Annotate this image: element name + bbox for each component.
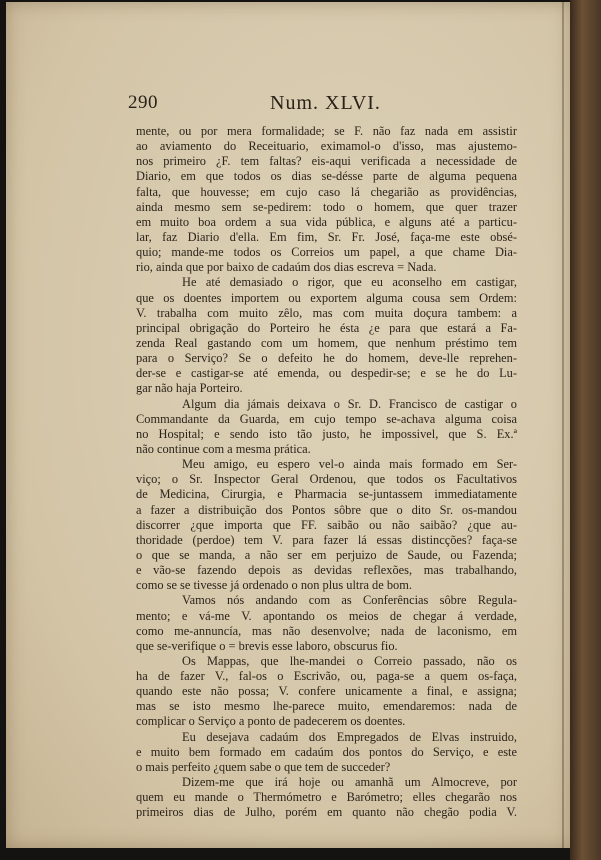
text-line: ainda mesmo sem se-pedirem: todo o homem, que quer trazer: [136, 199, 517, 214]
text-line: V. trabalha com muito zêlo, mas com muita doçura tambem: a: [136, 305, 517, 320]
book-edge: [570, 0, 601, 860]
text-line: thoridade (perdoe) tem V. para fazer lá essas distincções? faça-se: [136, 532, 517, 547]
text-line: lar, faz Diario d'ella. Em fim, Sr. Fr. José, faça-me este obsé-: [136, 229, 517, 244]
text-line: que se-verifique o = brevis esse laboro, obscurus fio.: [136, 638, 398, 653]
text-line: que os doentes importem ou exportem alguma cousa sem Ordem:: [136, 290, 517, 305]
text-line: para o Serviço? Se o defeito he do homem, deve-lle reprehen-: [136, 351, 517, 366]
text-line: falta, que houvesse; em cujo caso lá chegarião as providências,: [136, 184, 517, 199]
text-line: Commandante da Guarda, em cujo tempo se-achava alguma coisa: [136, 411, 517, 426]
text-line: a fazer a distribuição dos Pontos sôbre que o dito Sr. os-mandou: [136, 502, 517, 517]
text-line: Vamos nós andando com as Conferências sôbre Regula-: [182, 593, 517, 608]
text-line: mente, ou por mera formalidade; se F. não faz nada em assistir: [136, 124, 517, 138]
text-line: mento; e vá-me V. apontando os meios de chegar á verdade,: [136, 608, 517, 623]
text-line: complicar o Serviço a ponto de padecerem os doentes.: [136, 714, 406, 729]
text-line: Os Mappas, que lhe-mandei o Correio passado, não os: [182, 653, 517, 668]
text-line: no Hospital; e sendo isto tão justo, he impossivel, que S. Ex.ª: [136, 426, 517, 441]
text-line: não continue com a mesma prática.: [136, 441, 311, 456]
text-line: nos primeiro ¿F. tem faltas? eis-aqui verificada a necessidade de: [136, 154, 517, 169]
text-line: Meu amigo, eu espero vel-o ainda mais formado em Ser-: [182, 457, 517, 472]
text-line: e muito bem formado em cadaúm dos pontos do Serviço, e este: [136, 744, 517, 759]
text-line: o mais perfeito ¿quem sabe o que tem de succeder?: [136, 759, 391, 774]
page-gutter: [562, 2, 564, 848]
text-line: e vão-se fazendo depois as devidas reflexões, mas trabalhando,: [136, 563, 517, 578]
text-line: de Medicina, Cirurgia, e Pharmacia se-juntassem immediatamente: [136, 487, 517, 502]
text-line: em muito boa ordem a sua vida pública, e alguns até a particu-: [136, 214, 517, 229]
body-text: [136, 124, 517, 820]
text-line: viço; o Sr. Inspector Geral Ordenou, que todos os Facultativos: [136, 472, 517, 487]
text-line: o que se manda, a não ser em perjuizo de Saude, ou Fazenda;: [136, 547, 517, 562]
text-line: quem eu mande o Thermómetro e Barómetro; elles chegarão nos: [136, 790, 517, 805]
text-line: zenda Real gastando com um homem, que nenhum préstimo tem: [136, 335, 517, 350]
text-line: quio; mande-me todos os Correios um papel, a que chame Dia-: [136, 245, 517, 260]
text-line: quando este não possa; V. confere unicamente a final, e assigna;: [136, 684, 517, 699]
text-line: ha de fazer V., fal-os o Escrivão, ou, paga-se a quem os-faça,: [136, 669, 517, 684]
text-line: He até demasiado o rigor, que eu aconselho em castigar,: [182, 275, 517, 290]
text-line: discorrer ¿que importa que FF. saibão ou não saibão? ¿que au-: [136, 517, 517, 532]
text-line: Dizem-me que irá hoje ou amanhã um Almocreve, por: [182, 775, 517, 790]
page-number: 290: [128, 92, 158, 113]
text-line: ao aviamento do Receituario, eximamol-o d'isso, mas ajustemo-: [136, 139, 517, 154]
text-line: como se se tivesse já ordenado o non plus ultra de bom.: [136, 578, 412, 593]
text-line: Eu desejava cadaúm dos Empregados de Elvas instruido,: [182, 729, 517, 744]
text-line: Algum dia jámais deixava o Sr. D. Francisco de castigar o: [182, 396, 517, 411]
text-line: der-se e castigar-se até emenda, ou despedir-se; e se he do Lu-: [136, 366, 517, 381]
text-line: rio, ainda que por baixo de cadaúm dos dias escreva = Nada.: [136, 260, 437, 275]
text-line: mas se isto mesmo lhe-parece muito, emendaremos: nada de: [136, 699, 517, 714]
text-line: principal obrigação do Porteiro he ésta ¿e para que estará a Fa-: [136, 320, 517, 335]
text-line: como me-annuncía, mas não desenvolve; nada de laconismo, em: [136, 623, 517, 638]
page-header: [128, 92, 518, 118]
text-line: gar não haja Porteiro.: [136, 381, 243, 396]
text-line: primeiros dias de Julho, porém em quanto não chegão podia V.: [136, 805, 517, 820]
text-line: Diario, em que todos os dias se-désse parte de alguma pequena: [136, 169, 517, 184]
running-title: Num. XLVI.: [270, 92, 381, 114]
